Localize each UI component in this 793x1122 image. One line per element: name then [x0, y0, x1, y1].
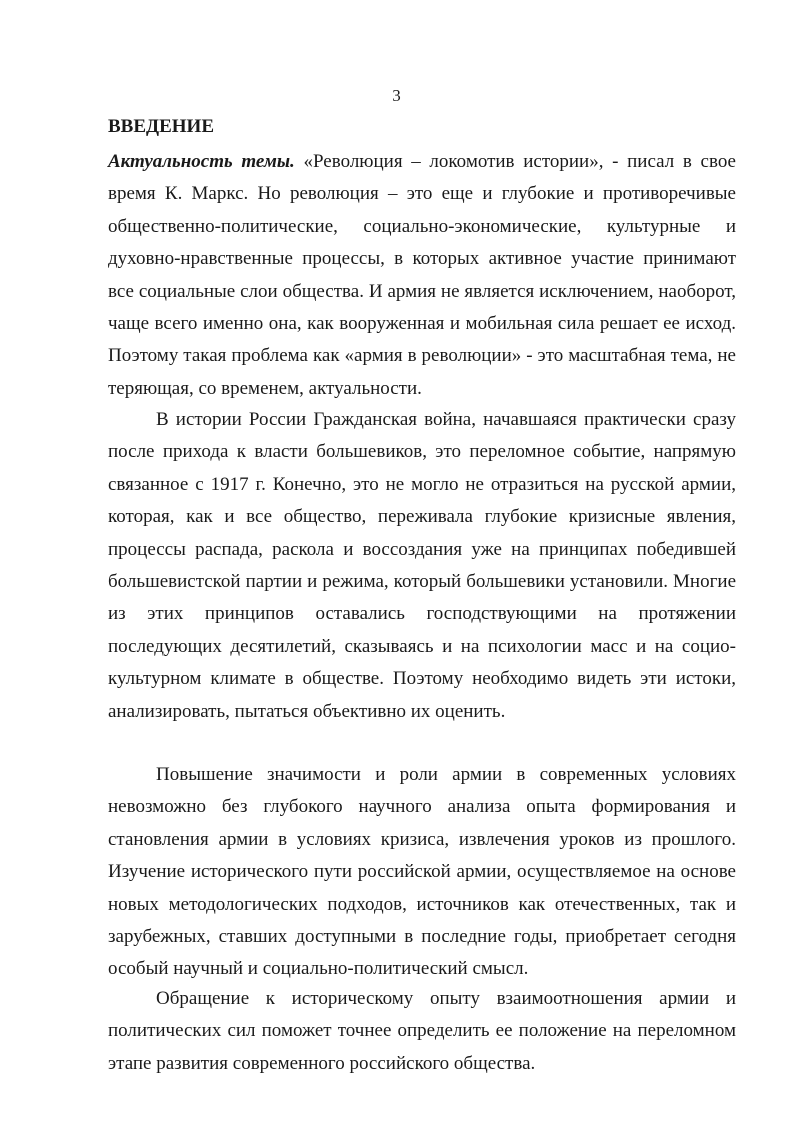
- paragraph-text: «Революция – локомотив истории», - писал в свое время К. Маркс. Но революция – это еще и глубокие и противоречивые общественно-политические, социально-экономические, культурные и духовно-нравственные процессы, в которых активное участие принимают все социальные слои общества. И армия не является исключением, наоборот, чаще всего именно она, как вооруженная и мобильная сила решает ее исход. Поэтому такая проблема как «армия в революции» - это масштабная тема, не теряющая, со временем, актуальности.: [108, 151, 736, 399]
- relevance-term: Актуальность темы.: [108, 151, 295, 172]
- paragraph-civil-war: В истории России Гражданская война, начавшаяся практически сразу после прихода к власти большевиков, это переломное событие, напрямую связанное с 1917 г. Конечно, это не могло не отразиться на русской армии, которая, как и все общество, переживала глубокие кризисные явления, процессы распада, раскола и воссоздания уже на принципах победившей большевистской партии и режима, который большевики установили. Многие из этих принципов оставались господствующими на протяжении последующих десятилетий, сказываясь и на психологии масс и на социо-культурном климате в обществе. Поэтому необходимо видеть эти истоки, анализировать, пытаться объективно их оценить.: [108, 409, 736, 722]
- paragraph-army-role: Повышение значимости и роли армии в современных условиях невозможно без глубокого научного анализа опыта формирования и становления армии в условиях кризиса, извлечения уроков из прошлого. Изучение исторического пути российской армии, осуществляемое на основе новых методологических подходов, источников как отечественных, так и зарубежных, ставших доступными в последние годы, приобретает сегодня особый научный и социально-политический смысл.: [108, 764, 736, 980]
- paragraph-historical-experience: Обращение к историческому опыту взаимоотношения армии и политических сил поможет точнее определить ее положение на переломном этапе развития современного российского общества.: [108, 988, 736, 1074]
- paragraph-relevance: [108, 146, 736, 405]
- page-number: 3: [392, 86, 401, 105]
- section-heading: ВВЕДЕНИЕ: [108, 116, 214, 137]
